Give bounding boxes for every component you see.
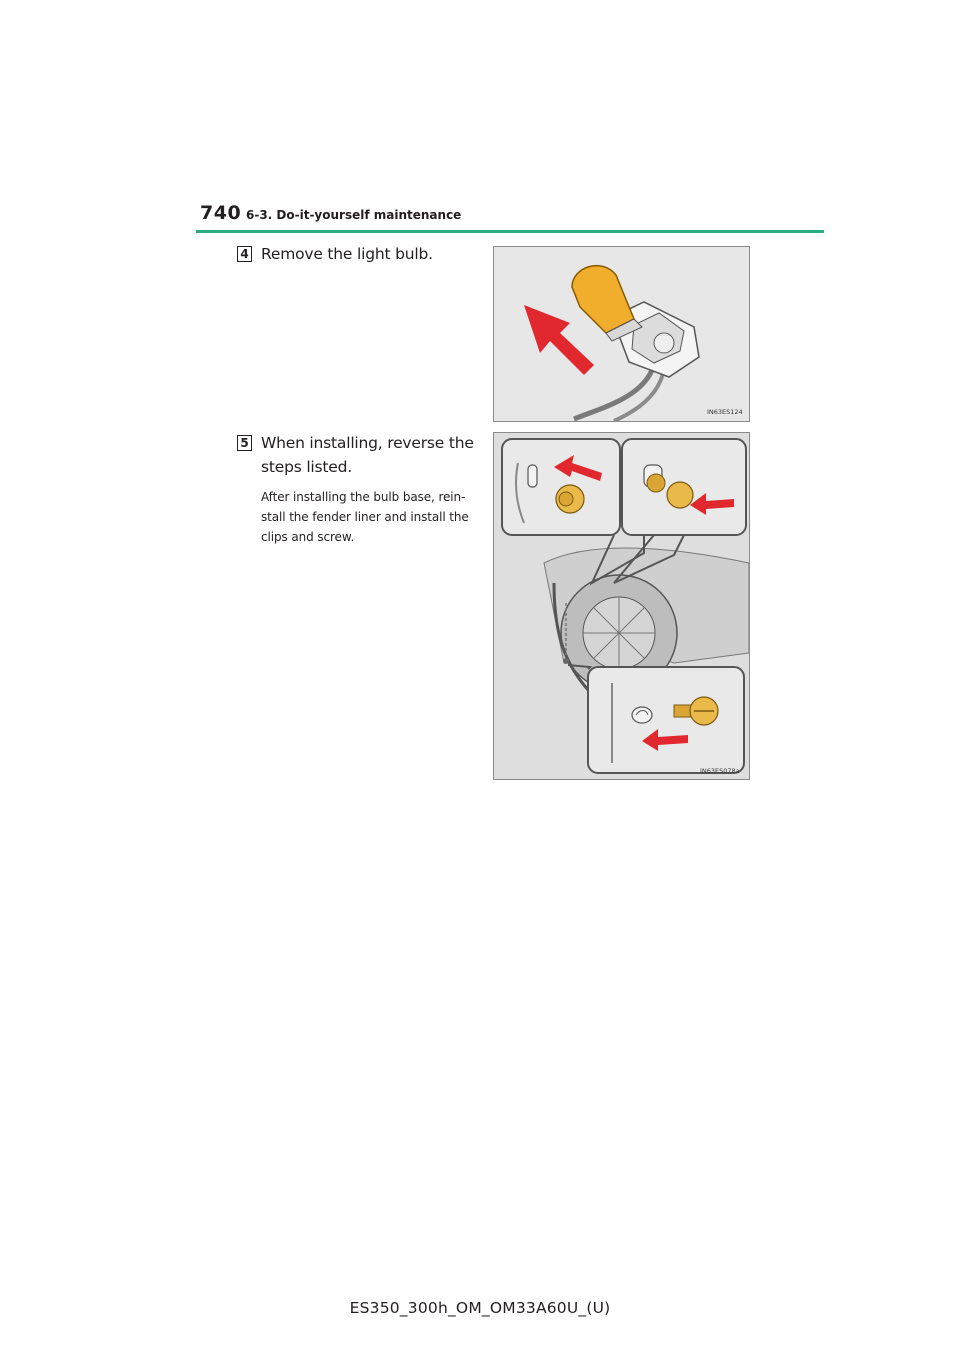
- step-5-note-line3: clips and screw.: [261, 530, 355, 544]
- remove-bulb-figure: [493, 246, 750, 422]
- step-4-badge: 4: [237, 246, 252, 262]
- step-5-badge: 5: [237, 435, 252, 451]
- section-title: 6-3. Do-it-yourself maintenance: [246, 208, 462, 222]
- header-rule: [196, 230, 824, 233]
- figure-code-step-5: IN63ES078a: [700, 767, 740, 775]
- page-number: 740: [200, 202, 242, 224]
- step-5-note-line2: stall the fender liner and install the: [261, 510, 469, 524]
- step-5-text-line1: When installing, reverse the: [261, 434, 474, 452]
- step-4-text: Remove the light bulb.: [261, 245, 433, 263]
- document-code: ES350_300h_OM_OM33A60U_(U): [349, 1299, 611, 1317]
- figure-code-step-4: IN63ES124: [707, 408, 743, 416]
- step-5-note-line1: After installing the bulb base, rein-: [261, 490, 466, 504]
- step-5-text-line2: steps listed.: [261, 458, 352, 476]
- reinstall-clips-figure: [493, 432, 750, 780]
